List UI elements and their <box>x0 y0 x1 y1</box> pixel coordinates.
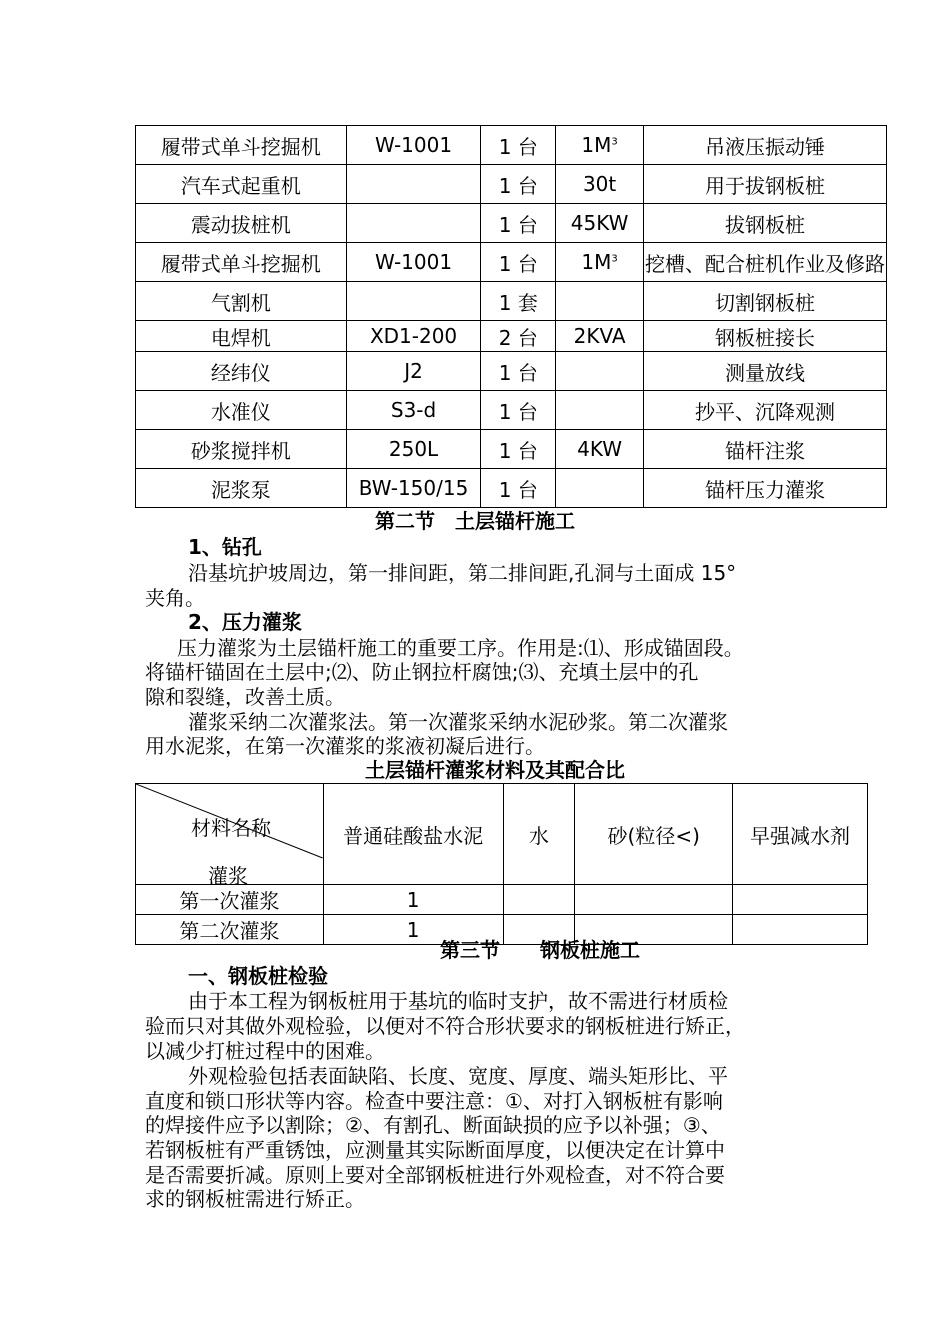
paragraph-line: 用水泥浆，在第一次灌浆的浆液初凝后进行。 <box>145 734 545 758</box>
equipment-row <box>136 321 887 352</box>
equipment-row <box>136 204 887 243</box>
paragraph-line: 将锚杆锚固在土层中;⑵、防止钢拉杆腐蚀;⑶、充填土层中的孔 <box>145 660 699 684</box>
equipment-power-superscript: 3 <box>611 253 618 265</box>
paragraph-line: 验而只对其做外观检验，以便对不符合形状要求的钢板桩进行矫正， <box>145 1014 745 1038</box>
equipment-model: XD1-200 <box>346 321 481 352</box>
mix-cement-value: 1 <box>323 885 503 915</box>
section2-title: 第二节 土层锚杆施工 <box>375 509 575 533</box>
equipment-power-superscript: 3 <box>611 136 618 148</box>
equipment-quantity: 1 台 <box>481 204 556 243</box>
equipment-power-value: 4KW <box>577 437 623 461</box>
corner-top-label: 材料名称 <box>191 816 271 840</box>
paragraph-line: 外观检验包括表面缺陷、长度、宽度、厚度、端头矩形比、平 <box>188 1064 728 1088</box>
equipment-quantity: 1 台 <box>481 352 556 391</box>
mix-header-sand: 砂(粒径<) <box>575 784 733 885</box>
mix-sand-value <box>575 885 733 915</box>
equipment-power <box>556 352 644 391</box>
mix-cement-value: 1 <box>323 915 503 945</box>
equipment-power <box>556 126 644 165</box>
section3-heading-inspection: 一、钢板桩检验 <box>188 964 328 988</box>
equipment-quantity: 1 套 <box>481 282 556 321</box>
equipment-use: 钢板桩接长 <box>643 321 886 352</box>
equipment-use: 锚杆注浆 <box>643 430 886 469</box>
mix-header-row <box>136 784 868 885</box>
paragraph-line: 是否需要折减。原则上要对全部钢板桩进行外观检查，对不符合要 <box>145 1163 725 1187</box>
equipment-power <box>556 165 644 204</box>
paragraph-line: 夹角。 <box>145 586 205 610</box>
mix-row <box>136 885 868 915</box>
equipment-power <box>556 391 644 430</box>
equipment-model <box>346 165 481 204</box>
mix-table-title: 土层锚杆灌浆材料及其配合比 <box>365 758 625 782</box>
equipment-name: 水准仪 <box>136 391 347 430</box>
paragraph-line: 压力灌浆为土层锚杆施工的重要工序。作用是:⑴、形成锚固段。 <box>177 636 744 660</box>
equipment-quantity: 1 台 <box>481 391 556 430</box>
equipment-power-value: 1M <box>581 133 612 157</box>
equipment-model: J2 <box>346 352 481 391</box>
equipment-name: 泥浆泵 <box>136 469 347 508</box>
equipment-row <box>136 243 887 282</box>
equipment-use: 挖槽、配合桩机作业及修路 <box>643 243 886 282</box>
section3-title: 第三节 钢板桩施工 <box>440 938 640 962</box>
mix-header-cement: 普通硅酸盐水泥 <box>323 784 503 885</box>
equipment-use: 切割钢板桩 <box>643 282 886 321</box>
mix-row-label: 第二次灌浆 <box>136 915 324 945</box>
equipment-model: W-1001 <box>346 243 481 282</box>
paragraph-line: 隙和裂缝，改善土质。 <box>145 685 345 709</box>
paragraph-line: 灌浆采纳二次灌浆法。第一次灌浆采纳水泥砂浆。第二次灌浆 <box>188 710 728 734</box>
mix-water-value <box>503 885 575 915</box>
equipment-model <box>346 282 481 321</box>
equipment-power <box>556 321 644 352</box>
equipment-row <box>136 469 887 508</box>
equipment-row <box>136 430 887 469</box>
equipment-name: 气割机 <box>136 282 347 321</box>
mix-agent-value <box>733 885 868 915</box>
grout-mix-table <box>135 783 868 945</box>
equipment-row <box>136 165 887 204</box>
equipment-power <box>556 243 644 282</box>
equipment-model: W-1001 <box>346 126 481 165</box>
equipment-use: 拔钢板桩 <box>643 204 886 243</box>
equipment-quantity: 1 台 <box>481 430 556 469</box>
equipment-power <box>556 204 644 243</box>
paragraph-line: 直度和锁口形状等内容。检查中要注意：①、对打入钢板桩有影响 <box>145 1089 723 1113</box>
equipment-name: 经纬仪 <box>136 352 347 391</box>
equipment-model: S3-d <box>346 391 481 430</box>
equipment-quantity: 1 台 <box>481 469 556 508</box>
mix-header-agent: 早强减水剂 <box>733 784 868 885</box>
equipment-use: 锚杆压力灌浆 <box>643 469 886 508</box>
equipment-power-value: 1M <box>581 250 612 274</box>
equipment-power-value: 2KVA <box>573 324 626 348</box>
equipment-name: 震动拔桩机 <box>136 204 347 243</box>
equipment-row <box>136 391 887 430</box>
corner-bottom-label: 灌浆 <box>208 864 248 888</box>
equipment-use: 抄平、沉降观测 <box>643 391 886 430</box>
paragraph-line: 的焊接件应予以割除；②、有割孔、断面缺损的应予以补强；③、 <box>145 1113 721 1137</box>
section2-heading-grouting: 2、压力灌浆 <box>188 610 302 634</box>
equipment-use: 用于拔钢板桩 <box>643 165 886 204</box>
equipment-power <box>556 469 644 508</box>
equipment-use: 吊液压振动锤 <box>643 126 886 165</box>
equipment-power <box>556 282 644 321</box>
paragraph-line: 沿基坑护坡周边，第一排间距，第二排间距,孔洞与土面成 15° <box>188 561 737 585</box>
equipment-model: 250L <box>346 430 481 469</box>
paragraph-line: 若钢板桩有严重锈蚀，应测量其实际断面厚度，以便决定在计算中 <box>145 1138 725 1162</box>
equipment-model <box>346 204 481 243</box>
equipment-quantity: 1 台 <box>481 165 556 204</box>
equipment-row <box>136 126 887 165</box>
equipment-table <box>135 125 887 508</box>
equipment-power-value: 30t <box>582 172 617 196</box>
equipment-quantity: 2 台 <box>481 321 556 352</box>
equipment-name: 履带式单斗挖掘机 <box>136 243 347 282</box>
equipment-name: 汽车式起重机 <box>136 165 347 204</box>
paragraph-line: 求的钢板桩需进行矫正。 <box>145 1187 365 1211</box>
equipment-model: BW-150/15 <box>346 469 481 508</box>
equipment-use: 测量放线 <box>643 352 886 391</box>
mix-header-water: 水 <box>503 784 575 885</box>
paragraph-line: 由于本工程为钢板桩用于基坑的临时支护，故不需进行材质检 <box>188 989 728 1013</box>
equipment-quantity: 1 台 <box>481 243 556 282</box>
mix-corner-cell <box>136 784 324 888</box>
equipment-row <box>136 282 887 321</box>
equipment-name: 电焊机 <box>136 321 347 352</box>
equipment-power <box>556 430 644 469</box>
equipment-quantity: 1 台 <box>481 126 556 165</box>
paragraph-line: 以减少打桩过程中的困难。 <box>145 1039 385 1063</box>
equipment-name: 履带式单斗挖掘机 <box>136 126 347 165</box>
equipment-name: 砂浆搅拌机 <box>136 430 347 469</box>
section2-heading-drilling: 1、钻孔 <box>188 535 262 559</box>
mix-row-label: 第一次灌浆 <box>136 885 324 915</box>
equipment-power-value: 45KW <box>570 211 629 235</box>
equipment-row <box>136 352 887 391</box>
